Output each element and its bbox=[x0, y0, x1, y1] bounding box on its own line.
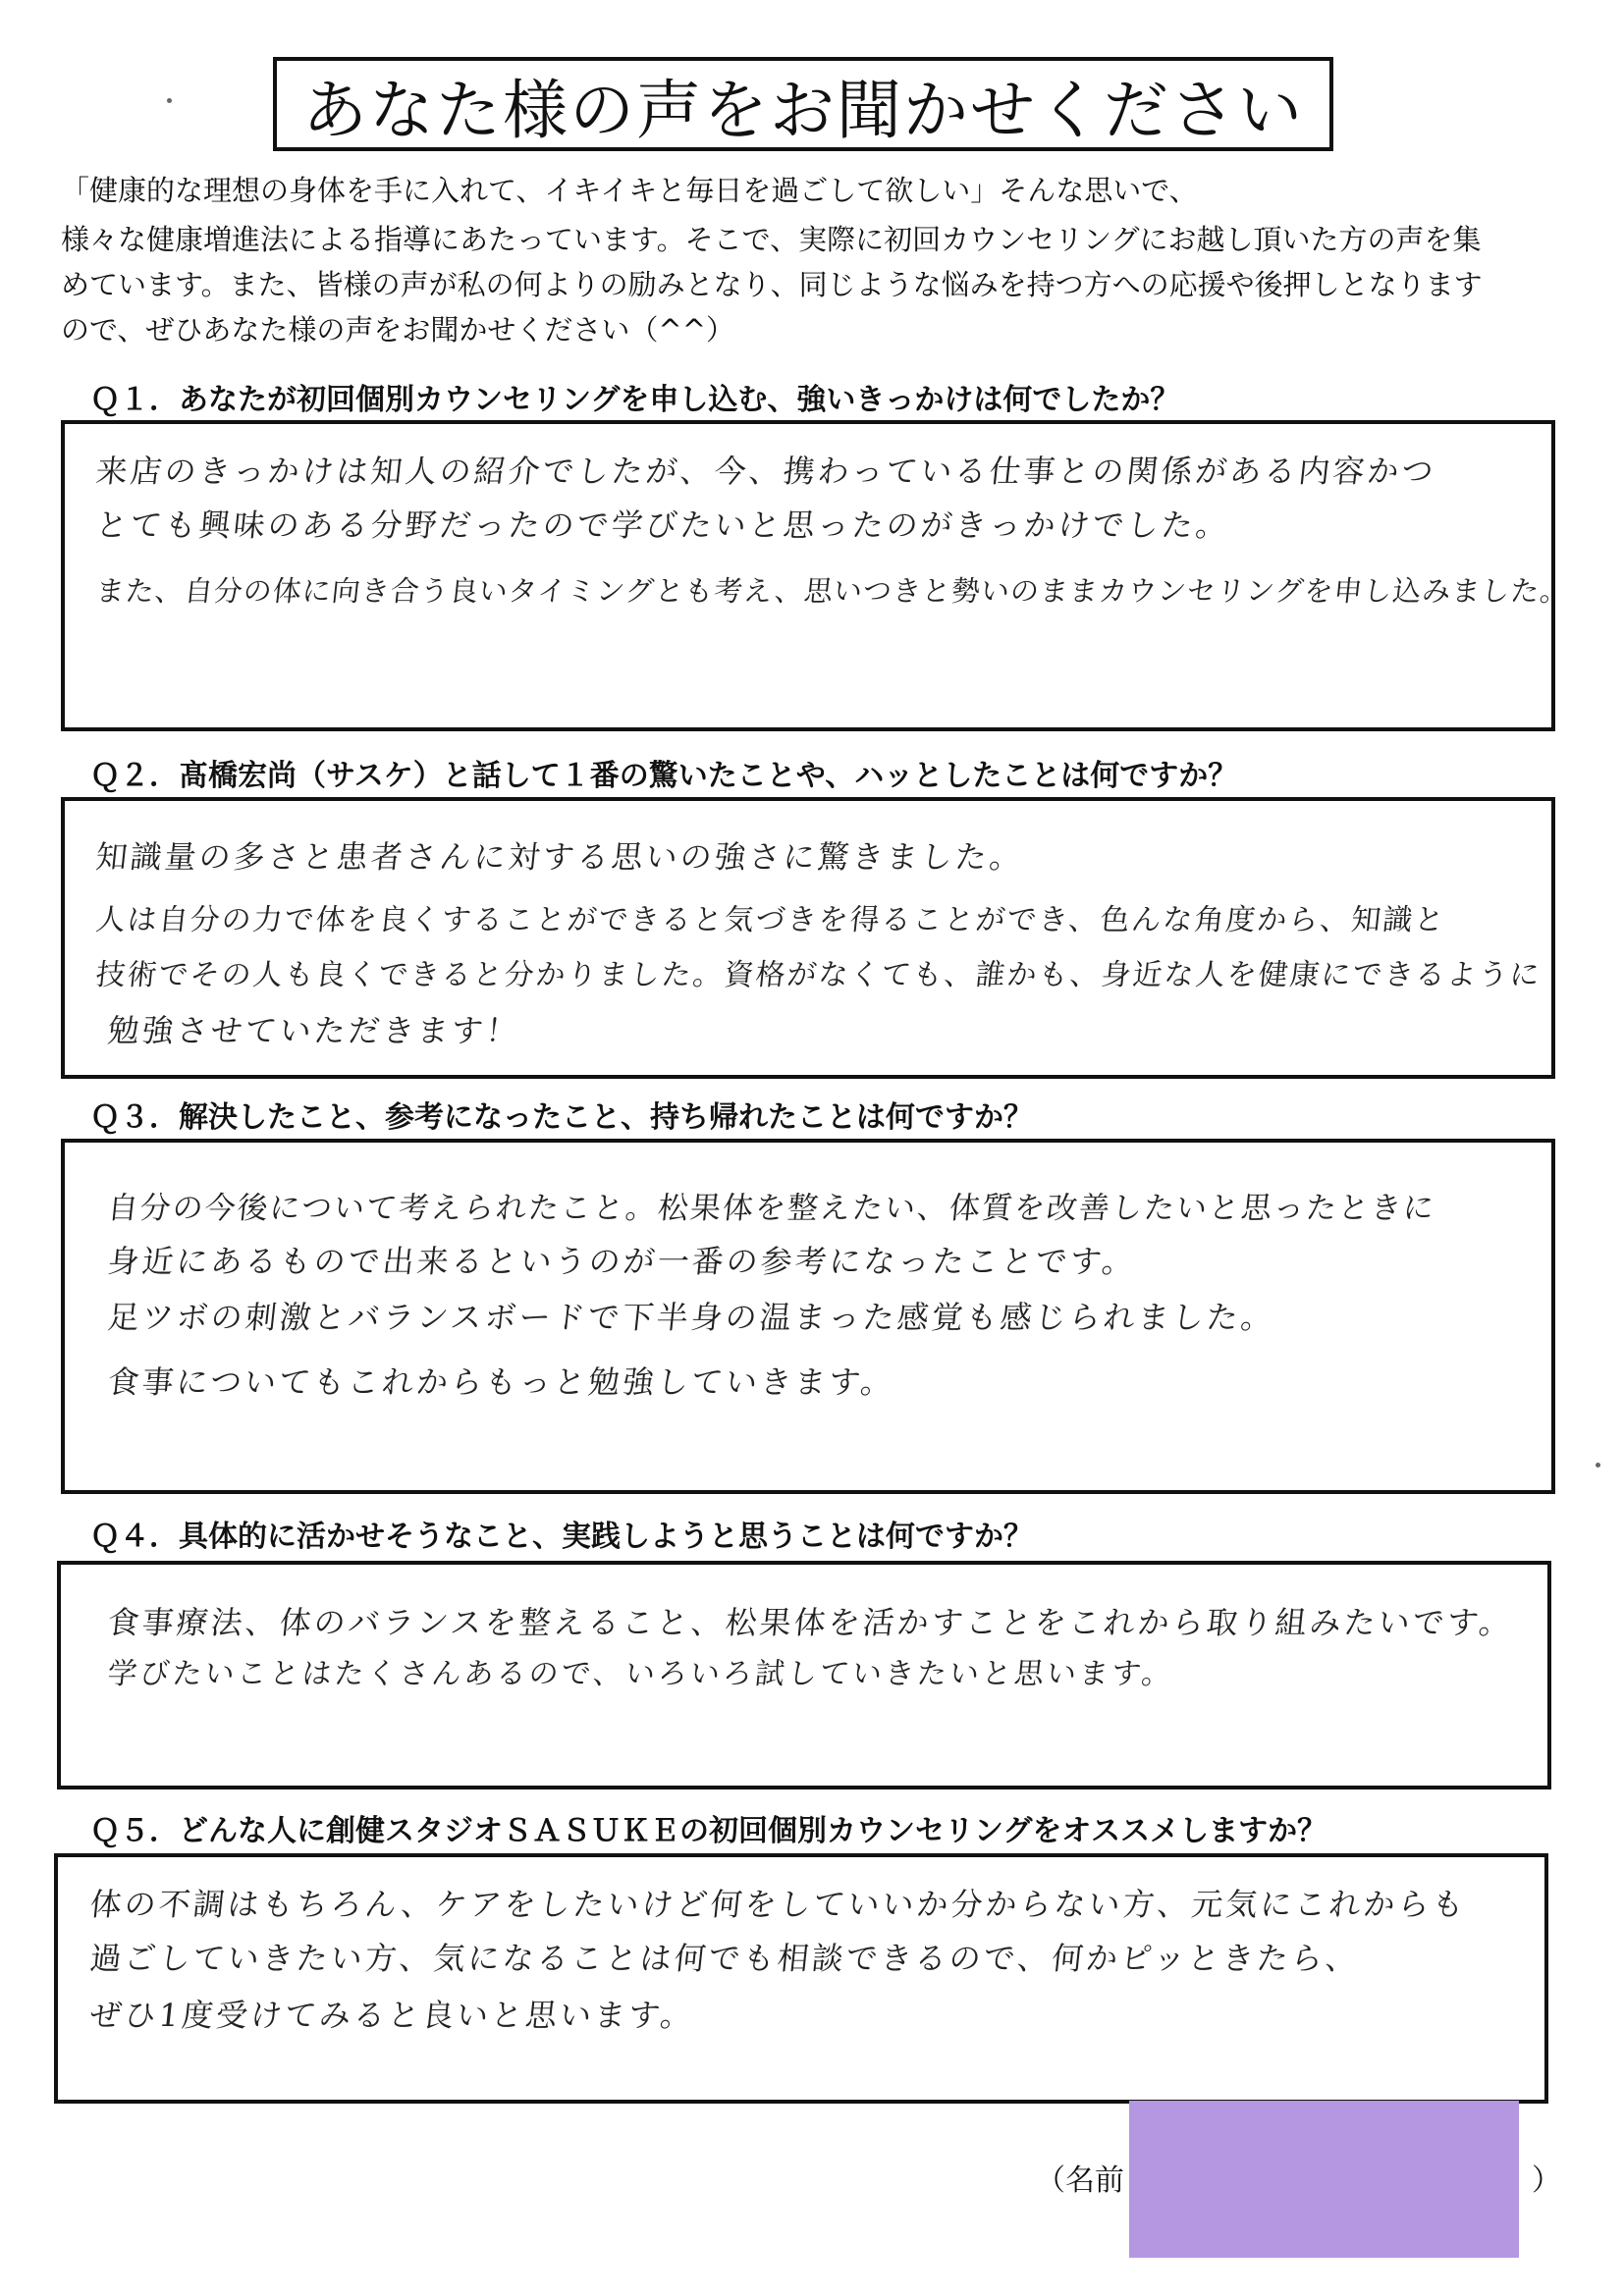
intro-line: 「健康的な理想の身体を手に入れて、イキイキと毎日を過ごして欲しい」そんな思いで、 bbox=[61, 174, 1198, 207]
answer-3-line: 身近にあるもので出来るというのが一番の参考になったことです。 bbox=[105, 1243, 1139, 1280]
intro-line: ので、ぜひあなた様の声をお聞かせください（^^） bbox=[61, 313, 735, 347]
answer-1-line: とても興味のある分野だったので学びたいと思ったのがきっかけでした。 bbox=[93, 507, 1232, 544]
question-5-label: Ｑ５．どんな人に創健スタジオＳＡＳＵＫＥの初回個別カウンセリングをオススメしますか？ bbox=[90, 1814, 1327, 1848]
answer-3-line: 足ツボの刺激とバランスボードで下半身の温まった感覚も感じられました。 bbox=[105, 1299, 1277, 1336]
answer-2-line: 技術でその人も良くできると分かりました。資格がなくても、誰かも、身近な人を健康にできるように bbox=[93, 958, 1543, 992]
question-1-label: Ｑ１．あなたが初回個別カウンセリングを申し込む、強いきっかけは何でしたか？ bbox=[90, 383, 1180, 417]
answer-2-line: 知識量の多さと患者さんに対する思いの強さに驚きました。 bbox=[93, 838, 1026, 876]
answer-4-line: 学びたいことはたくさんあるので、いろいろ試していきたいと思います。 bbox=[105, 1657, 1176, 1691]
answer-2-line: 勉強させていただきます！ bbox=[105, 1012, 522, 1049]
answer-5-line: ぜひ1度受けてみると良いと思います。 bbox=[87, 1997, 697, 2034]
answer-1-line: また、自分の体に向き合う良いタイミングとも考え、思いつきと勢いのままカウンセリングを申し込みました。 bbox=[94, 574, 1572, 608]
scan-speck bbox=[1596, 1463, 1600, 1468]
question-4-label: Ｑ４．具体的に活かせそうなこと、実践しようと思うことは何ですか？ bbox=[90, 1520, 1033, 1554]
answer-5-line: 過ごしていきたい方、気になることは何でも相談できるので、何かピッときたら、 bbox=[87, 1940, 1362, 1977]
answer-5-line: 体の不調はもちろん、ケアをしたいけど何をしていいか分からない方、元気にこれからも bbox=[87, 1886, 1469, 1923]
question-2-label: Ｑ２．髙橋宏尚（サスケ）と話して１番の驚いたことや、ハッとしたことは何ですか？ bbox=[90, 759, 1238, 793]
name-close-paren: ） bbox=[1532, 2163, 1561, 2198]
answer-2-line: 人は自分の力で体を良くすることができると気づきを得ることができ、色んな角度から、知識と bbox=[93, 903, 1448, 937]
intro-line: めています。また、皆様の声が私の何よりの励みとなり、同じような悩みを持つ方への応援や後押しとなります bbox=[61, 268, 1483, 301]
answer-3-line: 自分の今後について考えられたこと。松果体を整えたい、体質を改善したいと思ったときに bbox=[105, 1191, 1437, 1226]
question-3-label: Ｑ３．解決したこと、参考になったこと、持ち帰れたことは何ですか？ bbox=[90, 1100, 1033, 1135]
intro-line: 様々な健康増進法による指導にあたっています。そこで、実際に初回カウンセリングにお越し頂いた方の声を集 bbox=[61, 223, 1482, 256]
name-label: （名前 bbox=[1036, 2163, 1124, 2198]
answer-3-line: 食事についてもこれからもっと勉強していきます。 bbox=[105, 1363, 897, 1401]
answer-4-line: 食事療法、体のバランスを整えること、松果体を活かすことをこれから取り組みたいです。 bbox=[105, 1604, 1516, 1641]
name-redaction bbox=[1129, 2101, 1519, 2258]
page-title: あなた様の声をお聞かせください bbox=[273, 57, 1333, 151]
answer-1-line: 来店のきっかけは知人の紹介でしたが、今、携わっている仕事との関係がある内容かつ bbox=[93, 453, 1438, 490]
scan-speck bbox=[167, 98, 172, 103]
